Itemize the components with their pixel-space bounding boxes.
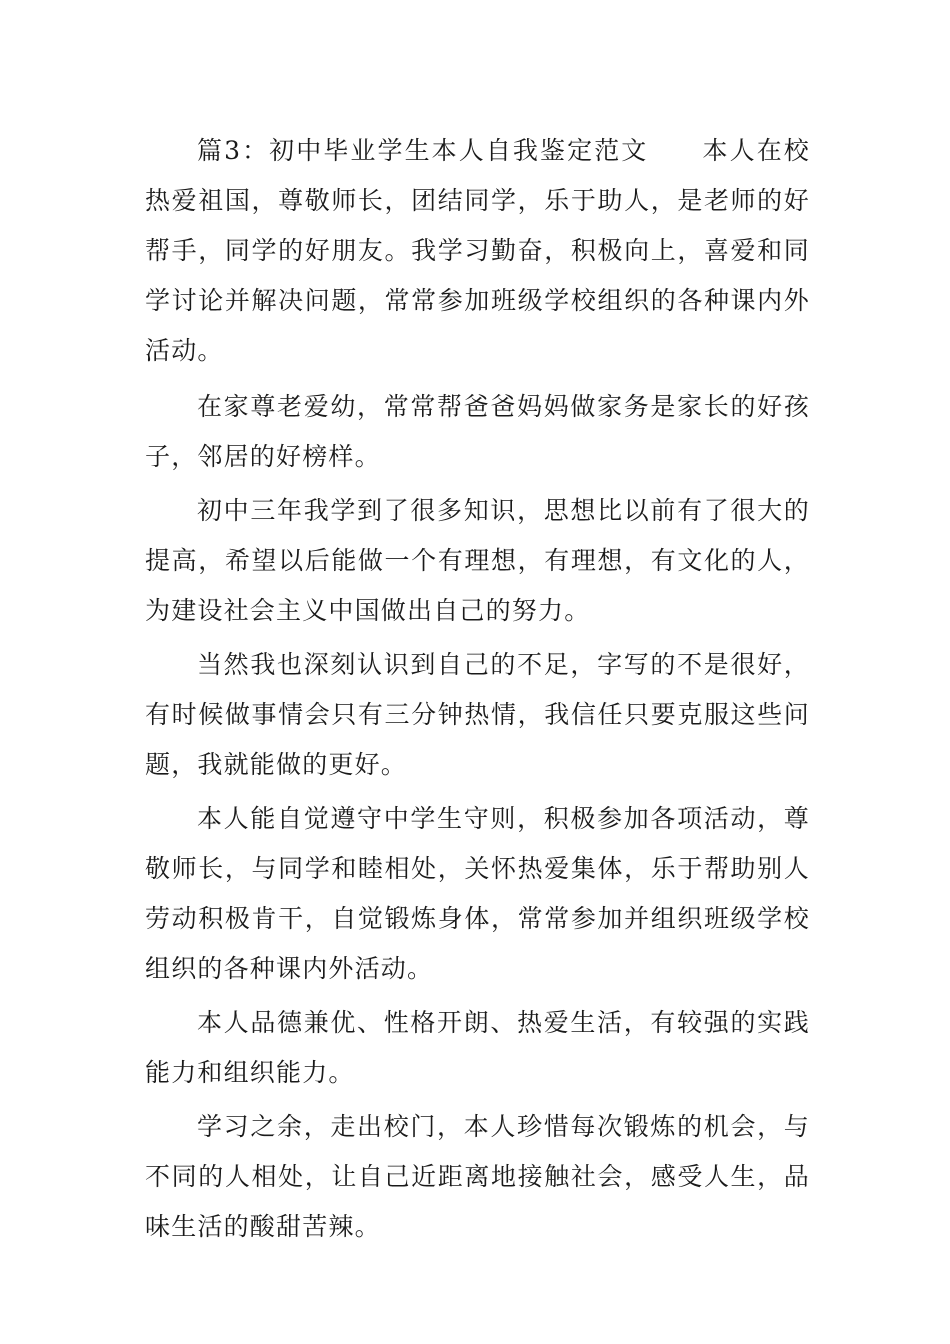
paragraph: 在家尊老爱幼，常常帮爸爸妈妈做家务是家长的好孩子，邻居的好榜样。 [145, 392, 810, 471]
paragraph: 初中三年我学到了很多知识，思想比以前有了很大的提高，希望以后能做一个有理想，有理想，有文化的人，为建设社会主义中国做出自己的努力。 [145, 496, 810, 625]
paragraph: 本人能自觉遵守中学生守则，积极参加各项活动，尊敬师长，与同学和睦相处，关怀热爱集体，乐于帮助别人劳动积极肯干，自觉锻炼身体，常常参加并组织班级学校组织的各种课内外活动。 [145, 804, 810, 983]
paragraph: 当然我也深刻认识到自己的不足，字写的不是很好，有时候做事情会只有三分钟热情，我信任只要克服这些问题，我就能做的更好。 [145, 650, 810, 779]
paragraph: 本人品德兼优、性格开朗、热爱生活，有较强的实践能力和组织能力。 [145, 1008, 810, 1087]
document-body [145, 126, 810, 1256]
paragraph: 学习之余，走出校门，本人珍惜每次锻炼的机会，与不同的人相处，让自己近距离地接触社会，感受人生，品味生活的酸甜苦辣。 [145, 1112, 810, 1241]
paragraph: 篇3：初中毕业学生本人自我鉴定范文 本人在校热爱祖国，尊敬师长，团结同学，乐于助人，是老师的好帮手，同学的好朋友。我学习勤奋，积极向上，喜爱和同学讨论并解决问题，常常参加班级学校组织的各种课内外活动。 [145, 136, 810, 365]
